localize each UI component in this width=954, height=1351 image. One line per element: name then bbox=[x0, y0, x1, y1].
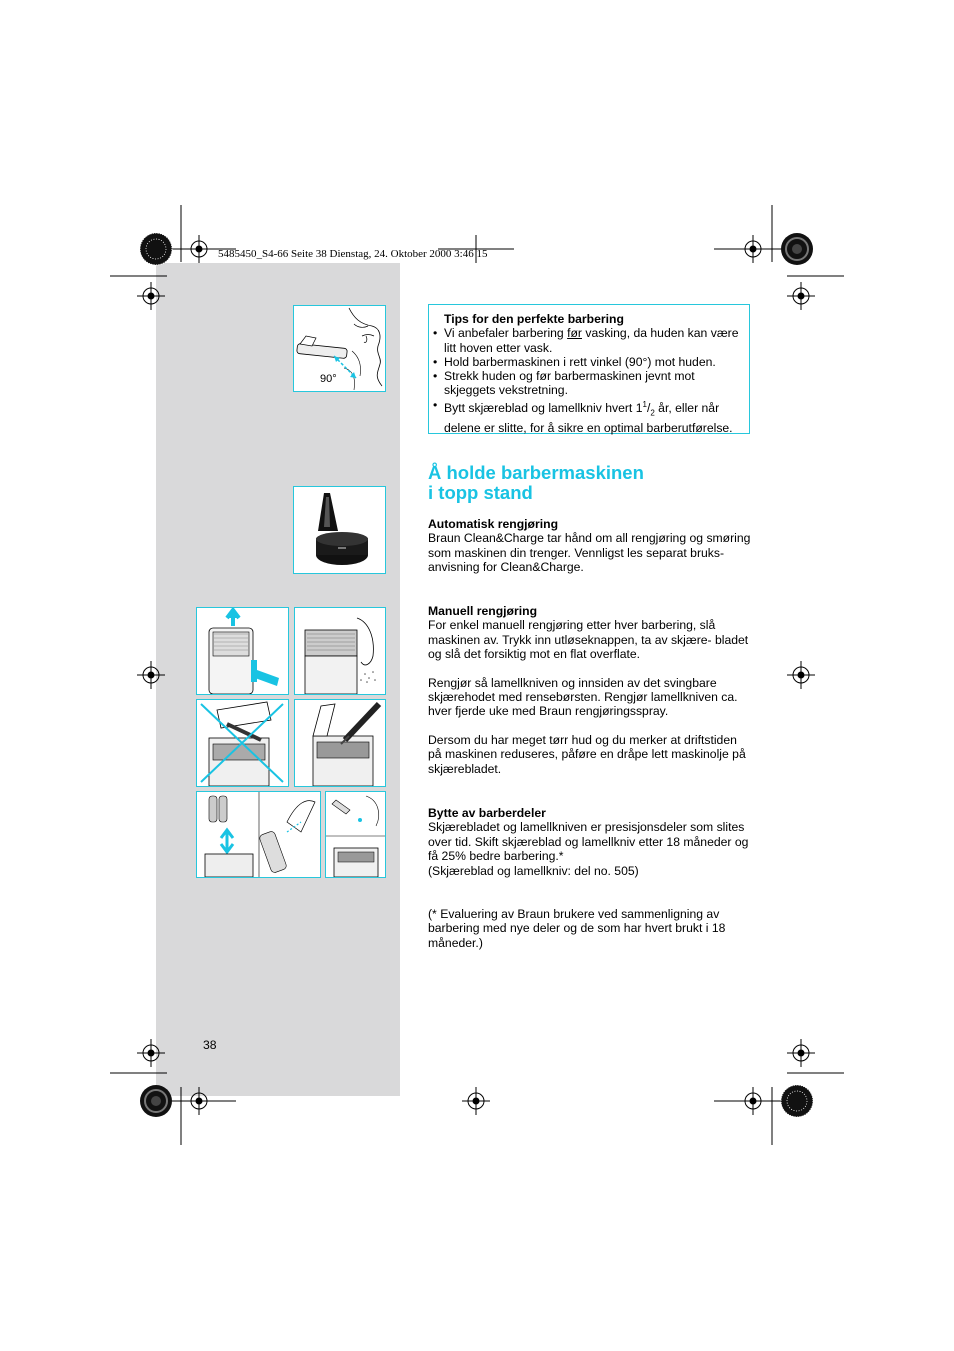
tip-item: • Bytt skjæreblad og lamellkniv hvert $1^1/_2$ år, eller når delene er slitte, for å sikre en optimal barberutførelse. bbox=[433, 398, 739, 435]
replace-parts-section bbox=[428, 806, 752, 878]
figure-oil-foil bbox=[325, 791, 386, 878]
replace-parts-note: (Skjæreblad og lamellkniv: del no. 505) bbox=[428, 863, 639, 878]
figure-shaving-angle bbox=[293, 305, 386, 392]
figure-tap-foil bbox=[294, 607, 386, 695]
figure-brush-cutter bbox=[294, 699, 386, 787]
figure-do-not-brush-foil bbox=[196, 699, 289, 787]
replace-parts-title: Bytte av barberdeler bbox=[428, 806, 546, 820]
figure-replace-parts bbox=[196, 791, 321, 878]
auto-cleaning-title: Automatisk rengjøring bbox=[428, 517, 559, 531]
angle-label: 90° bbox=[320, 373, 337, 385]
replace-parts-body: Skjærebladet og lamellkniven er presisjonsdeler som slites over tid. Skift skjæreblad og lamellkniv etter 18 måneder og få 25% bedre barbering.* bbox=[428, 820, 749, 864]
footnote: (* Evaluering av Braun brukere ved sammenligning av barbering med nye deler og de som har hvert brukt i 18 måneder.) bbox=[428, 907, 726, 950]
tip-item: • Hold barbermaskinen i rett vinkel (90°) mot huden. bbox=[433, 355, 739, 369]
tips-box bbox=[428, 304, 750, 434]
auto-cleaning-body: Braun Clean&Charge tar hånd om all rengjøring og smøring som maskinen din trenger. Vennligst les separat bruks- anvisning for Clean&Charge. bbox=[428, 531, 751, 575]
print-header-line: 5485450_S4-66 Seite 38 Dienstag, 24. Oktober 2000 3:46 15 bbox=[218, 248, 488, 260]
manual-cleaning-section bbox=[428, 604, 752, 776]
manual-cleaning-p3: Dersom du har meget tørr hud og du merker at driftstiden på maskinen reduseres, påføre en dråpe lett maskinolje på skjærebladet. bbox=[428, 732, 746, 776]
tips-title: Tips for den perfekte barbering bbox=[444, 312, 624, 326]
figure-release-foil bbox=[196, 607, 289, 695]
manual-cleaning-p2: Rengjør så lamellkniven og innsiden av det svingbare skjærehodet med rensebørsten. Rengjør lamellkniven ca. hver fjerde uke med Braun rengjøringsspray. bbox=[428, 675, 738, 719]
section-heading: Å holde barbermaskinen i topp stand bbox=[428, 462, 644, 503]
tip-item: • Vi anbefaler barbering før vasking, da huden kan være litt hoven etter vask. bbox=[433, 326, 739, 355]
tip-item: • Strekk huden og før barbermaskinen jevnt mot skjeggets vekstretning. bbox=[433, 369, 739, 398]
manual-cleaning-p1: For enkel manuell rengjøring etter hver barbering, slå maskinen av. Trykk inn utløseknappen, ta av skjære- bladet og slå det forsiktig mot en flat overflate. bbox=[428, 618, 749, 662]
tips-list bbox=[433, 326, 739, 435]
figure-clean-charge bbox=[293, 486, 386, 574]
page-number: 38 bbox=[203, 1038, 217, 1052]
auto-cleaning-section bbox=[428, 517, 752, 575]
manual-cleaning-title: Manuell rengjøring bbox=[428, 604, 538, 618]
